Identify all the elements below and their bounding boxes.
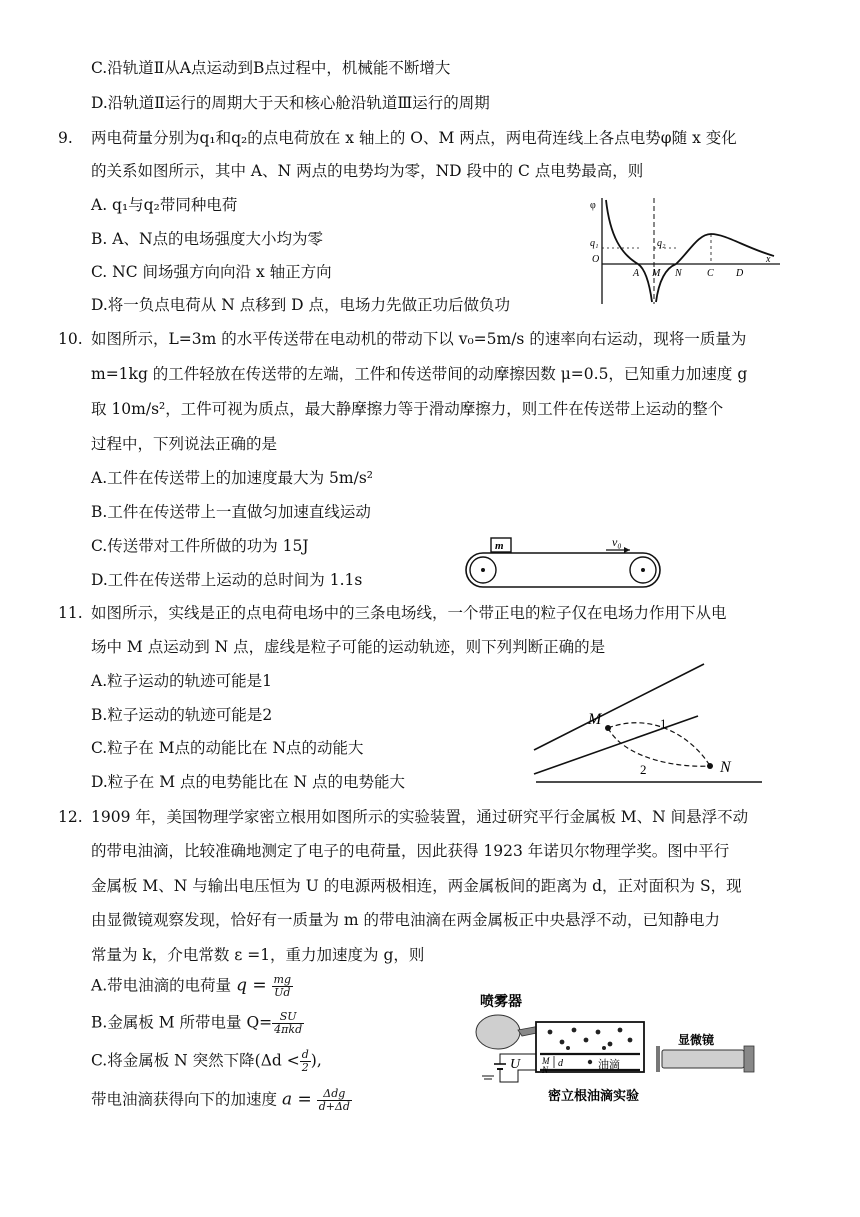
point-m-label: M: [652, 268, 661, 279]
plate-m-label: M: [542, 1056, 550, 1066]
right-pulley-axle: [641, 568, 645, 572]
q12-option-c2-variable: a =: [281, 1089, 312, 1110]
q12-option-c2-fraction: [317, 1088, 352, 1113]
q10-option-a: A.工件在传送带上的加速度最大为 5m/s²: [91, 469, 373, 487]
q2-label: q₂: [657, 238, 666, 249]
droplet-label: 油滴: [598, 1059, 620, 1071]
fraction-denominator: 4πkd: [274, 1023, 303, 1036]
q11-option-b: B.粒子运动的轨迹可能是2: [91, 706, 273, 724]
q10-stem-line2: m=1kg 的工件轻放在传送带的左端，工件和传送带间的动摩擦因数 μ=0.5，已知重力加速度 g: [91, 365, 748, 383]
q8-option-d: D.沿轨道Ⅱ运行的周期大于天和核心舱沿轨道Ⅲ运行的周期: [91, 94, 490, 112]
point-m-label: M: [588, 711, 602, 728]
microscope-eyepiece: [744, 1046, 754, 1072]
q12-stem-line2: 的带电油滴，比较准确地测定了电子的电荷量，因此获得 1923 年诺贝尔物理学奖。图中平行: [91, 842, 730, 860]
fraction-numerator: SU: [272, 1011, 304, 1024]
fraction-denominator: Ud: [274, 986, 291, 999]
q12-option-c2-text: 带电油滴获得向下的加速度: [91, 1090, 278, 1109]
trajectory-2: [608, 728, 710, 766]
q12-millikan-apparatus-figure: [470, 990, 770, 1110]
q12-option-c-text: C.将金属板 N 突然下降(Δd <: [91, 1051, 300, 1070]
phi-label: φ: [590, 200, 596, 211]
q10-stem-line4: 过程中，下列说法正确的是: [91, 435, 278, 453]
q11-option-d: D.粒子在 M 点的电势能比在 N 点的电势能大: [91, 773, 405, 791]
q12-option-a-text: A.带电油滴的电荷量: [91, 976, 232, 995]
q9-option-b: B. A、N点的电场强度大小均为零: [91, 230, 324, 248]
velocity-arrowhead: [624, 547, 630, 553]
fraction-numerator: mg: [273, 973, 292, 986]
microscope-label: 显微镜: [678, 1033, 715, 1047]
q12-option-a: [91, 974, 293, 999]
q11-stem-line1: 如图所示，实线是正的点电荷电场中的三条电场线，一个带正电的粒子仅在电场力作用下从电: [91, 604, 727, 622]
q9-number: 9.: [58, 129, 73, 147]
q8-option-c: C.沿轨道Ⅱ从A点运动到B点过程中，机械能不断增大: [91, 59, 451, 77]
q9-option-c: C. NC 间场强方向向沿 x 轴正方向: [91, 263, 332, 281]
trajectory-1-label: 1: [660, 716, 667, 731]
q12-option-a-variable: q =: [236, 975, 267, 996]
q12-option-c-fraction: [300, 1049, 311, 1074]
q9-option-a: A. q₁与q₂带同种电荷: [91, 196, 238, 214]
q12-option-a-fraction: [272, 974, 293, 999]
point-n-label: N: [720, 759, 731, 776]
point-n-label: N: [675, 268, 682, 279]
q10-stem-line1: 如图所示，L=3m 的水平传送带在电动机的带动下以 v₀=5m/s 的速率向右运动，现将一质量为: [91, 330, 747, 348]
q12-stem-line5: 常量为 k，介电常数 ε =1，重力加速度为 g，则: [91, 946, 425, 964]
sprayer-label: 喷雾器: [480, 995, 522, 1010]
q9-stem-line1: 两电荷量分别为q₁和q₂的点电荷放在 x 轴上的 O、M 两点，两电荷连线上各点电势φ随 x 变化: [91, 129, 737, 147]
microscope-lens: [656, 1046, 660, 1072]
x-label: x: [766, 254, 771, 265]
fraction-numerator: Δdg: [317, 1088, 352, 1101]
q12-stem-line4: 由显微镜观察发现，恰好有一质量为 m 的带电油滴在两金属板正中央悬浮不动，已知静电力: [91, 911, 721, 929]
q12-option-c-suffix: ),: [310, 1051, 322, 1070]
field-line-middle: [534, 716, 698, 774]
q10-option-b: B.工件在传送带上一直做匀加速直线运动: [91, 503, 371, 521]
microscope-tube: [662, 1050, 744, 1068]
voltage-label: U: [510, 1057, 521, 1072]
q10-number: 10.: [58, 330, 83, 348]
q10-stem-line3: 取 10m/s²，工件可视为质点，最大静摩擦力等于滑动摩擦力，则工件在传送带上运动的整个: [91, 400, 724, 418]
fraction-denominator: 2: [301, 1061, 309, 1074]
oil-chamber: [536, 1022, 644, 1072]
q11-option-c: C.粒子在 M点的动能比在 N点的动能大: [91, 739, 364, 757]
q12-stem-line3: 金属板 M、N 与输出电压恒为 U 的电源两极相连，两金属板间的距离为 d，正对面积为 S，现: [91, 877, 742, 895]
q12-option-b: [91, 1011, 304, 1036]
left-pulley-axle: [481, 568, 485, 572]
q1-label: q₁: [590, 238, 599, 249]
q11-option-a: A.粒子运动的轨迹可能是1: [91, 672, 272, 690]
mass-label: m: [495, 540, 504, 552]
q10-option-c: C.传送带对工件所做的功为 15J: [91, 537, 309, 555]
belt-outline: [466, 553, 660, 587]
fraction-numerator: d: [301, 1048, 309, 1061]
q9-option-d: D.将一负点电荷从 N 点移到 D 点，电场力先做正功后做负功: [91, 296, 511, 314]
point-n-dot: [707, 763, 713, 769]
plate-n-label: N: [542, 1065, 549, 1075]
point-c-label: C: [707, 268, 714, 279]
q11-number: 11.: [58, 604, 83, 622]
potential-curve-left: [606, 200, 652, 302]
q12-option-c: [91, 1049, 322, 1074]
trajectory-2-label: 2: [640, 762, 647, 777]
sprayer-bulb: [476, 1015, 520, 1049]
q12-number: 12.: [58, 808, 83, 826]
q11-field-lines-figure: [526, 662, 764, 788]
figure-caption: 密立根油滴实验: [548, 1088, 640, 1103]
q11-stem-line2: 场中 M 点运动到 N 点，虚线是粒子可能的运动轨迹，则下列判断正确的是: [91, 638, 606, 656]
field-line-upper: [534, 664, 704, 750]
q12-option-c-line2: [91, 1088, 352, 1113]
point-a-label: A: [633, 268, 640, 279]
q12-option-b-text: B.金属板 M 所带电量 Q=: [91, 1013, 273, 1032]
origin-label: O: [592, 254, 600, 265]
point-m-dot: [605, 725, 611, 731]
q9-potential-graph: [586, 196, 786, 306]
q10-option-d: D.工件在传送带上运动的总时间为 1.1s: [91, 571, 363, 589]
q9-stem-line2: 的关系如图所示，其中 A、N 两点的电势均为零，ND 段中的 C 点电势最高，则: [91, 162, 644, 180]
velocity-label: v₀: [612, 535, 622, 549]
q10-conveyor-belt-figure: [462, 534, 668, 590]
distance-label: d: [558, 1058, 563, 1069]
q12-stem-line1: 1909 年，美国物理学家密立根用如图所示的实验装置，通过研究平行金属板 M、N 间悬浮不动: [91, 808, 749, 826]
q12-option-b-fraction: [272, 1011, 304, 1036]
potential-curve-right: [656, 234, 774, 302]
point-d-label: D: [736, 268, 744, 279]
fraction-denominator: d+Δd: [318, 1100, 350, 1113]
